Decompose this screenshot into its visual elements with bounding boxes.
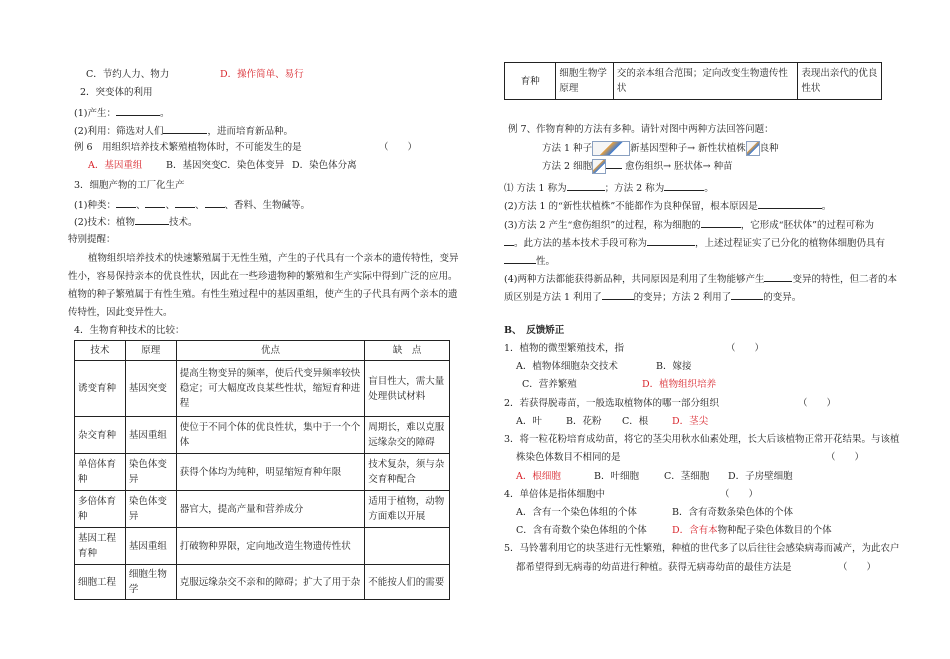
table-row <box>75 491 450 528</box>
option-d: D．操作简单、易行 <box>220 69 304 80</box>
feedback-q5: 5．马铃薯利用它的块茎进行无性繁殖，种植的世代多了以后往往会感染病毒而减产，为此农户 <box>504 543 900 554</box>
choice-d: D．茎尖 <box>672 416 709 427</box>
table-cell: 不能按人们的需要 <box>365 565 450 600</box>
answer-paren: （ ） <box>720 489 759 500</box>
sub-question-3: (3)方法 2 产生“愈伤组织”的过程，称为细胞的 ，它形成“胚状体”的过程可称为 <box>504 220 874 231</box>
table-cell: 适用于植物，动物方面难以开展 <box>365 491 450 528</box>
heading-mutant: 2．突变体的利用 <box>80 87 153 98</box>
option-c: C．节约人力、物力 <box>86 69 170 80</box>
sub-question-3-end: 性。 <box>504 254 555 268</box>
choice-b: B．嫁接 <box>656 361 692 372</box>
table-cell: 基因重组 <box>125 417 176 454</box>
choice-a: A．基因重组 <box>88 160 143 171</box>
feedback-q1: 1．植物的微型繁殖技术，指 <box>504 343 625 354</box>
table-cell: 多倍体育种 <box>75 491 126 528</box>
breeding-table-continued <box>504 62 882 100</box>
table-cell: 器官大，提高产量和营养成分 <box>176 491 364 528</box>
feedback-q2: 2．若获得脱毒苗，一般选取植物体的哪一部分组织 <box>504 398 720 409</box>
feedback-q4: 4．单倍体是指体细胞中 <box>504 489 606 500</box>
table-cell: 杂交育种 <box>75 417 126 454</box>
choice-a: A．叶 <box>516 416 542 427</box>
choice-c: C．根 <box>622 416 649 427</box>
header-cell: 原理 <box>125 341 176 361</box>
sub-question-2: (2)方法 1 的“新性状植株”不能都作为良种保留，根本原因是 。 <box>504 201 832 212</box>
answer-paren: （ ） <box>838 562 877 573</box>
breeding-table <box>74 340 450 600</box>
choice-c: C．含有奇数个染色体组的个体 <box>516 525 647 536</box>
example-7: 例 7、作物育种的方法有多种。请针对图中两种方法回答问题： <box>508 124 774 135</box>
product-types: (1)种类： 、 、 、 、香料、生物碱等。 <box>74 200 311 211</box>
table-row <box>75 565 450 600</box>
answer-paren: （ ） <box>726 343 765 354</box>
note-line-1: 植物组织培养技术的快速繁殖属于无性生殖，产生的子代具有一个亲本的遗传特性，变异 <box>88 253 459 264</box>
choice-b: B．花粉 <box>566 416 602 427</box>
sub-question-3-cont: 。此方法的基本技术手段可称为 ，上述过程证实了已分化的植物体细胞仍具有 <box>504 236 885 250</box>
choice-d: D．含有本物种配子染色体数目的个体 <box>672 525 832 536</box>
note-line-2: 性小，容易保持亲本的优良性状，因此在一些珍遗物种的繁殖和生产实际中得到广泛的应用。 <box>68 271 458 282</box>
table-row <box>75 454 450 491</box>
choice-d: D．植物组织培养 <box>642 379 717 390</box>
example-6: 例 6 用组织培养技术繁殖植物体时，不可能发生的是 <box>74 142 302 153</box>
table-cell: 基因突变 <box>125 361 176 417</box>
header-cell: 缺 点 <box>365 341 450 361</box>
choice-c: C．营养繁殖 <box>522 379 577 390</box>
table-cell: 诱变育种 <box>75 361 126 417</box>
table-cell: 细胞生物学 <box>125 565 176 600</box>
figure-image <box>592 141 630 156</box>
choice-d: D．染色体分离 <box>292 160 357 171</box>
header-cell: 优点 <box>176 341 364 361</box>
table-cell: 克服远缘杂交不亲和的障碍；扩大了用于杂 <box>176 565 364 600</box>
table-row <box>75 528 450 565</box>
header-cell: 技术 <box>75 341 126 361</box>
section-b-heading: B、 反馈矫正 <box>504 325 565 336</box>
method-2: 方法 2 细胞 愈伤组织→ 胚状体→ 种苗 <box>542 161 733 172</box>
mutant-use: (2)利用：筛选对人们 ，进而培育新品种。 <box>74 126 293 137</box>
table-cell: 细胞工程 <box>75 565 126 600</box>
table-cell: 基因工程育种 <box>75 528 126 565</box>
sub-question-4-cont: 质区别是方法 1 利用了 的变异；方法 2 利用了 的变异。 <box>504 292 802 303</box>
table-cell: 单倍体育种 <box>75 454 126 491</box>
note-line-3: 植物的种子繁殖属于有性生殖。有性生殖过程中的基因重组，使产生的子代具有两个亲本的遗 <box>68 289 458 300</box>
table-cell: 提高生物变异的频率，使后代变异频率较快稳定；可大幅度改良某些性状，缩短育种进程 <box>176 361 364 417</box>
table-cell: 获得个体均为纯种，明显缩短育种年限 <box>176 454 364 491</box>
table-cell: 育种 <box>505 63 556 100</box>
figure-image <box>592 159 606 174</box>
feedback-q3: 3．将一粒花粉培育成幼苗，将它的茎尖用秋水仙素处理，长大后该植物正常开花结果。与该植 <box>504 434 900 445</box>
mutant-produce: (1)产生： 。 <box>74 108 170 119</box>
product-technique: (2)技术：植物 技术。 <box>74 217 198 228</box>
table-cell: 表现出亲代的优良性状 <box>798 63 882 100</box>
choice-b: B．含有奇数条染色体的个体 <box>672 507 793 518</box>
answer-paren: （ ） <box>379 142 418 153</box>
answer-paren: （ ） <box>826 452 865 463</box>
choice-a: A．含有一个染色体组的个体 <box>516 507 637 518</box>
feedback-q3-cont: 株染色体数目不相同的是 <box>516 452 621 463</box>
choice-b: B．叶细胞 <box>594 471 639 482</box>
feedback-q5-cont: 都希望得到无病毒的幼苗进行种植。获得无病毒幼苗的最佳方法是 <box>516 562 792 573</box>
choice-a: A．根细胞 <box>516 471 561 482</box>
table-cell: 染色体变异 <box>125 491 176 528</box>
table-cell <box>365 528 450 565</box>
table-cell: 交的亲本组合范围；定向改变生物遗传性状 <box>613 63 797 100</box>
table-header-row <box>75 341 450 361</box>
figure-image <box>746 141 760 156</box>
method-1: 方法 1 种子 新基因型种子→ 新性状植株 良种 <box>542 143 779 154</box>
choice-c: C．茎细胞 <box>664 471 710 482</box>
table-cell: 盲目性大，需大量处理供试材料 <box>365 361 450 417</box>
choice-c: C．染色体变异 <box>220 160 285 171</box>
table-row <box>505 63 882 100</box>
table-cell: 周期长，难以克服远缘杂交的障碍 <box>365 417 450 454</box>
table-cell: 打破物种界限，定向地改造生物遗传性状 <box>176 528 364 565</box>
table-cell: 染色体变异 <box>125 454 176 491</box>
table-row <box>75 417 450 454</box>
table-row <box>75 361 450 417</box>
heading-cell-products: 3．细胞产物的工厂化生产 <box>74 180 185 191</box>
choice-b: B．基因突变 <box>166 160 221 171</box>
table-cell: 基因重组 <box>125 528 176 565</box>
table-cell: 细胞生物学原理 <box>556 63 613 100</box>
note-line-4: 传特性，因此变异性大。 <box>68 307 173 318</box>
sub-question-4: (4)两种方法都能获得新品种，共同原因是利用了生物能够产生 变异的特性，但二者的本 <box>504 274 897 285</box>
answer-paren: （ ） <box>798 398 837 409</box>
choice-a: A．植物体细胞杂交技术 <box>516 361 618 372</box>
special-note: 特别提醒： <box>68 234 116 245</box>
table-cell: 使位于不同个体的优良性状，集中于一个个体 <box>176 417 364 454</box>
heading-breeding-compare: 4．生物育种技术的比较： <box>74 325 185 336</box>
table-cell: 技术复杂，须与杂交育种配合 <box>365 454 450 491</box>
sub-question-1: ⑴ 方法 1 称为 ；方法 2 称为 。 <box>504 183 714 194</box>
choice-d: D．子房壁细胞 <box>728 471 793 482</box>
